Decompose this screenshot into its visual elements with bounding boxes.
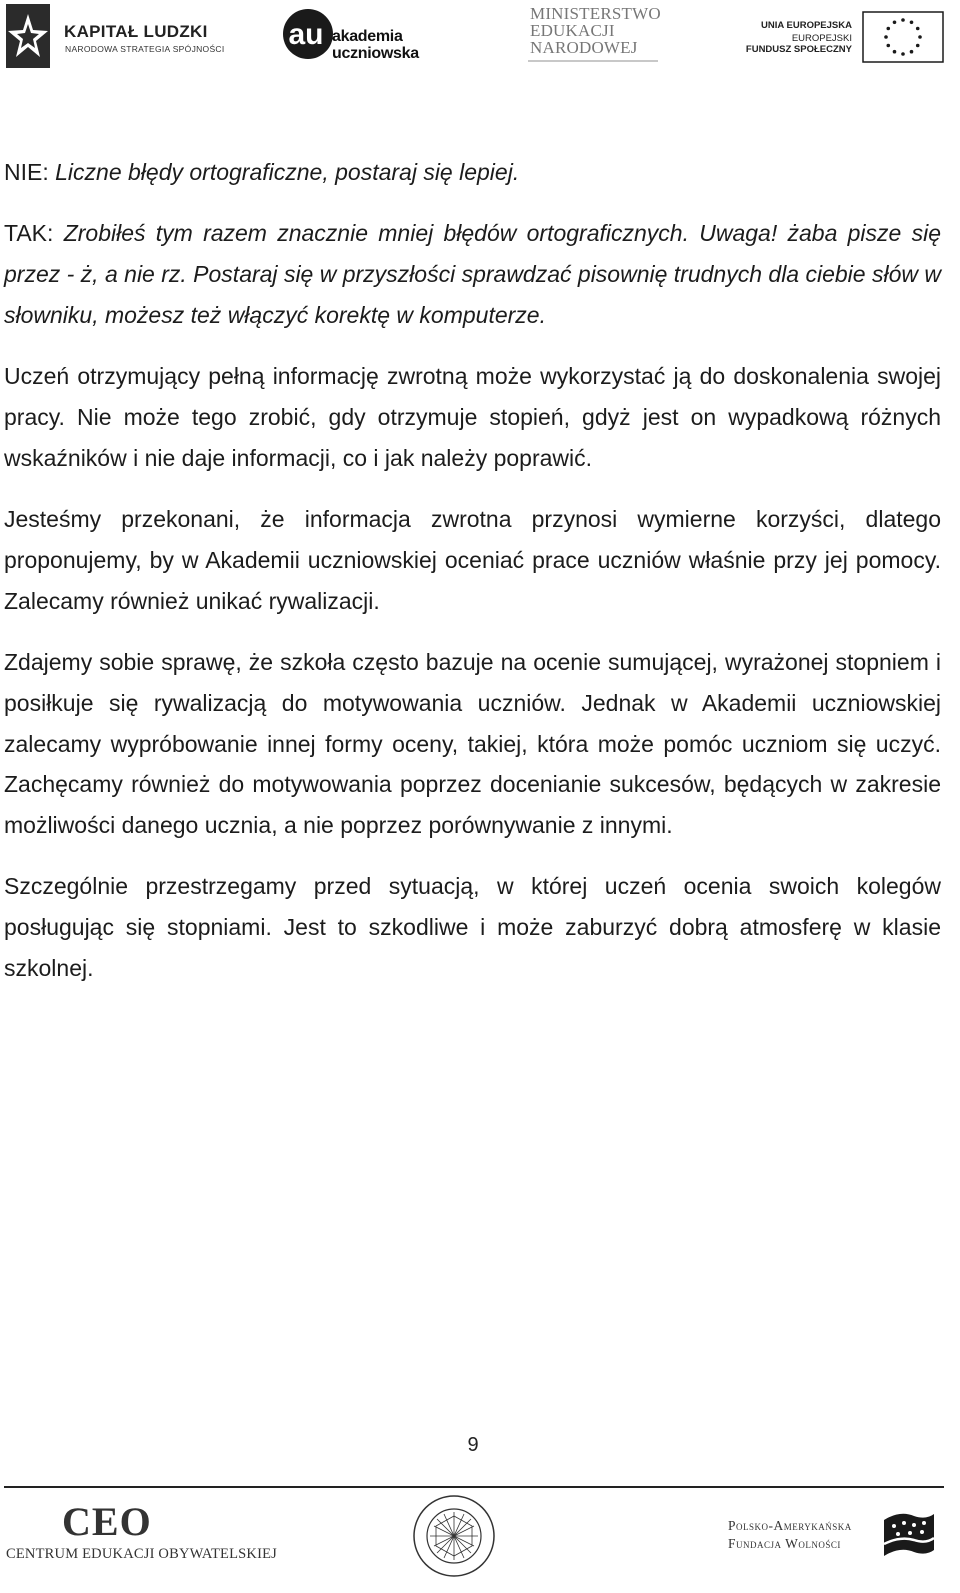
paragraph-5: Zdajemy sobie sprawę, że szkoła często bazuje na ocenie sumującej, wyrażonej stopniem i posiłkuje się rywalizacją do motywowania uczniów. Jednak w Akademii uczniowskiej zalecamy wypróbowanie innej formy oceny, takiej, która może pomóc uczniom się uczyć. Zachęcamy również do motywowania poprzez docenianie sukcesów, będących w zakresie możliwości danego ucznia, a nie poprzez porównywanie z innymi.: [4, 648, 941, 839]
paragraph-nie: [4, 152, 941, 193]
page-number: 9: [467, 1434, 479, 1456]
paragraph-nie-label: NIE:: [4, 159, 56, 185]
ministerstwo-logo: [528, 0, 698, 75]
pafw-line2: Fundacja Wolności: [728, 1536, 841, 1551]
eu-star-icon: [893, 20, 897, 24]
paragraph-3: Uczeń otrzymujący pełną informację zwrotną może wykorzystać ją do doskonalenia swojej pracy. Nie może tego zrobić, gdy otrzymuje stopień, gdyż jest on wypadkową różnych wskaźników i nie daje informacji, co i jak należy poprawić.: [4, 363, 941, 471]
paragraph-nie-text: Liczne błędy ortograficzne, postaraj się lepiej.: [55, 159, 520, 185]
pafw-line1: Polsko-Amerykańska: [728, 1518, 852, 1533]
eu-star-icon: [916, 27, 920, 31]
paragraph-6: Szczególnie przestrzegamy przed sytuacją, w której uczeń ocenia swoich kolegów posługując się stopniami. Jest to szkodliwe i może zaburzyć dobrą atmosferę w klasie szkolnej.: [4, 873, 941, 982]
ceo-mark: CEO: [62, 1499, 152, 1544]
eu-line2: EUROPEJSKI: [791, 33, 852, 44]
eu-star-icon: [916, 44, 920, 48]
paragraph-tak-text: Zrobiłeś tym razem znacznie mniej błędów ortograficznych. Uwaga! żaba pisze się przez - ż, a nie rz. Postaraj się w przyszłości sprawdzać pisownię trudnych dla ciebie słów w słowniku, możesz też włączyć korektę w komputerze.: [4, 220, 941, 328]
document-body: [4, 152, 941, 1009]
iimcb-seal-icon: [412, 1494, 496, 1578]
kapital-ludzki-title: KAPITAŁ LUDZKI: [64, 22, 208, 41]
ministerstwo-line2: EDUKACJI: [530, 21, 615, 40]
eu-star-icon: [886, 44, 890, 48]
pafw-flag-icon: [880, 1506, 938, 1566]
eu-star-icon: [910, 20, 914, 24]
footer-divider: [4, 1486, 944, 1488]
eu-line3: FUNDUSZ SPOŁECZNY: [745, 44, 852, 55]
kapital-ludzki-logo: [4, 0, 225, 75]
eu-star-icon: [884, 35, 888, 39]
eu-flag-icon: [862, 11, 944, 63]
eu-logo: [745, 0, 948, 75]
page-header: [0, 0, 960, 75]
akademia-au-mark-icon: [282, 8, 334, 60]
eu-star-icon: [901, 52, 905, 56]
akademia-line1: akademia: [332, 28, 403, 45]
kapital-ludzki-subtitle: NARODOWA STRATEGIA SPÓJNOŚCI: [65, 44, 225, 54]
akademia-line2: uczniowska: [332, 45, 419, 62]
ceo-logo: [4, 1498, 278, 1578]
paragraph-tak-label: TAK:: [4, 220, 64, 247]
paragraph-4: Jesteśmy przekonani, że informacja zwrotna przynosi wymierne korzyści, dlatego proponujemy, by w Akademii uczniowskiej oceniać prace uczniów właśnie przy jej pomocy. Zalecamy również unikać rywalizacji.: [4, 506, 941, 614]
ministerstwo-line3: NARODOWEJ: [530, 38, 638, 57]
ministerstwo-line1: MINISTERSTWO: [530, 4, 661, 23]
paragraph-tak: [4, 213, 941, 335]
akademia-uczniowska-logo: [282, 0, 432, 75]
kapital-ludzki-star-icon: [6, 4, 50, 68]
akademia-au-mark-text: au: [288, 18, 324, 51]
ceo-name: CENTRUM EDUKACJI OBYWATELSKIEJ: [6, 1546, 278, 1562]
pafw-logo: [728, 1506, 940, 1576]
ministerstwo-underline: [528, 60, 658, 62]
eu-line1: UNIA EUROPEJSKA: [761, 20, 852, 31]
eu-star-icon: [893, 50, 897, 54]
eu-star-icon: [910, 50, 914, 54]
eu-star-icon: [901, 18, 905, 22]
eu-star-icon: [886, 27, 890, 31]
eu-star-icon: [918, 35, 922, 39]
